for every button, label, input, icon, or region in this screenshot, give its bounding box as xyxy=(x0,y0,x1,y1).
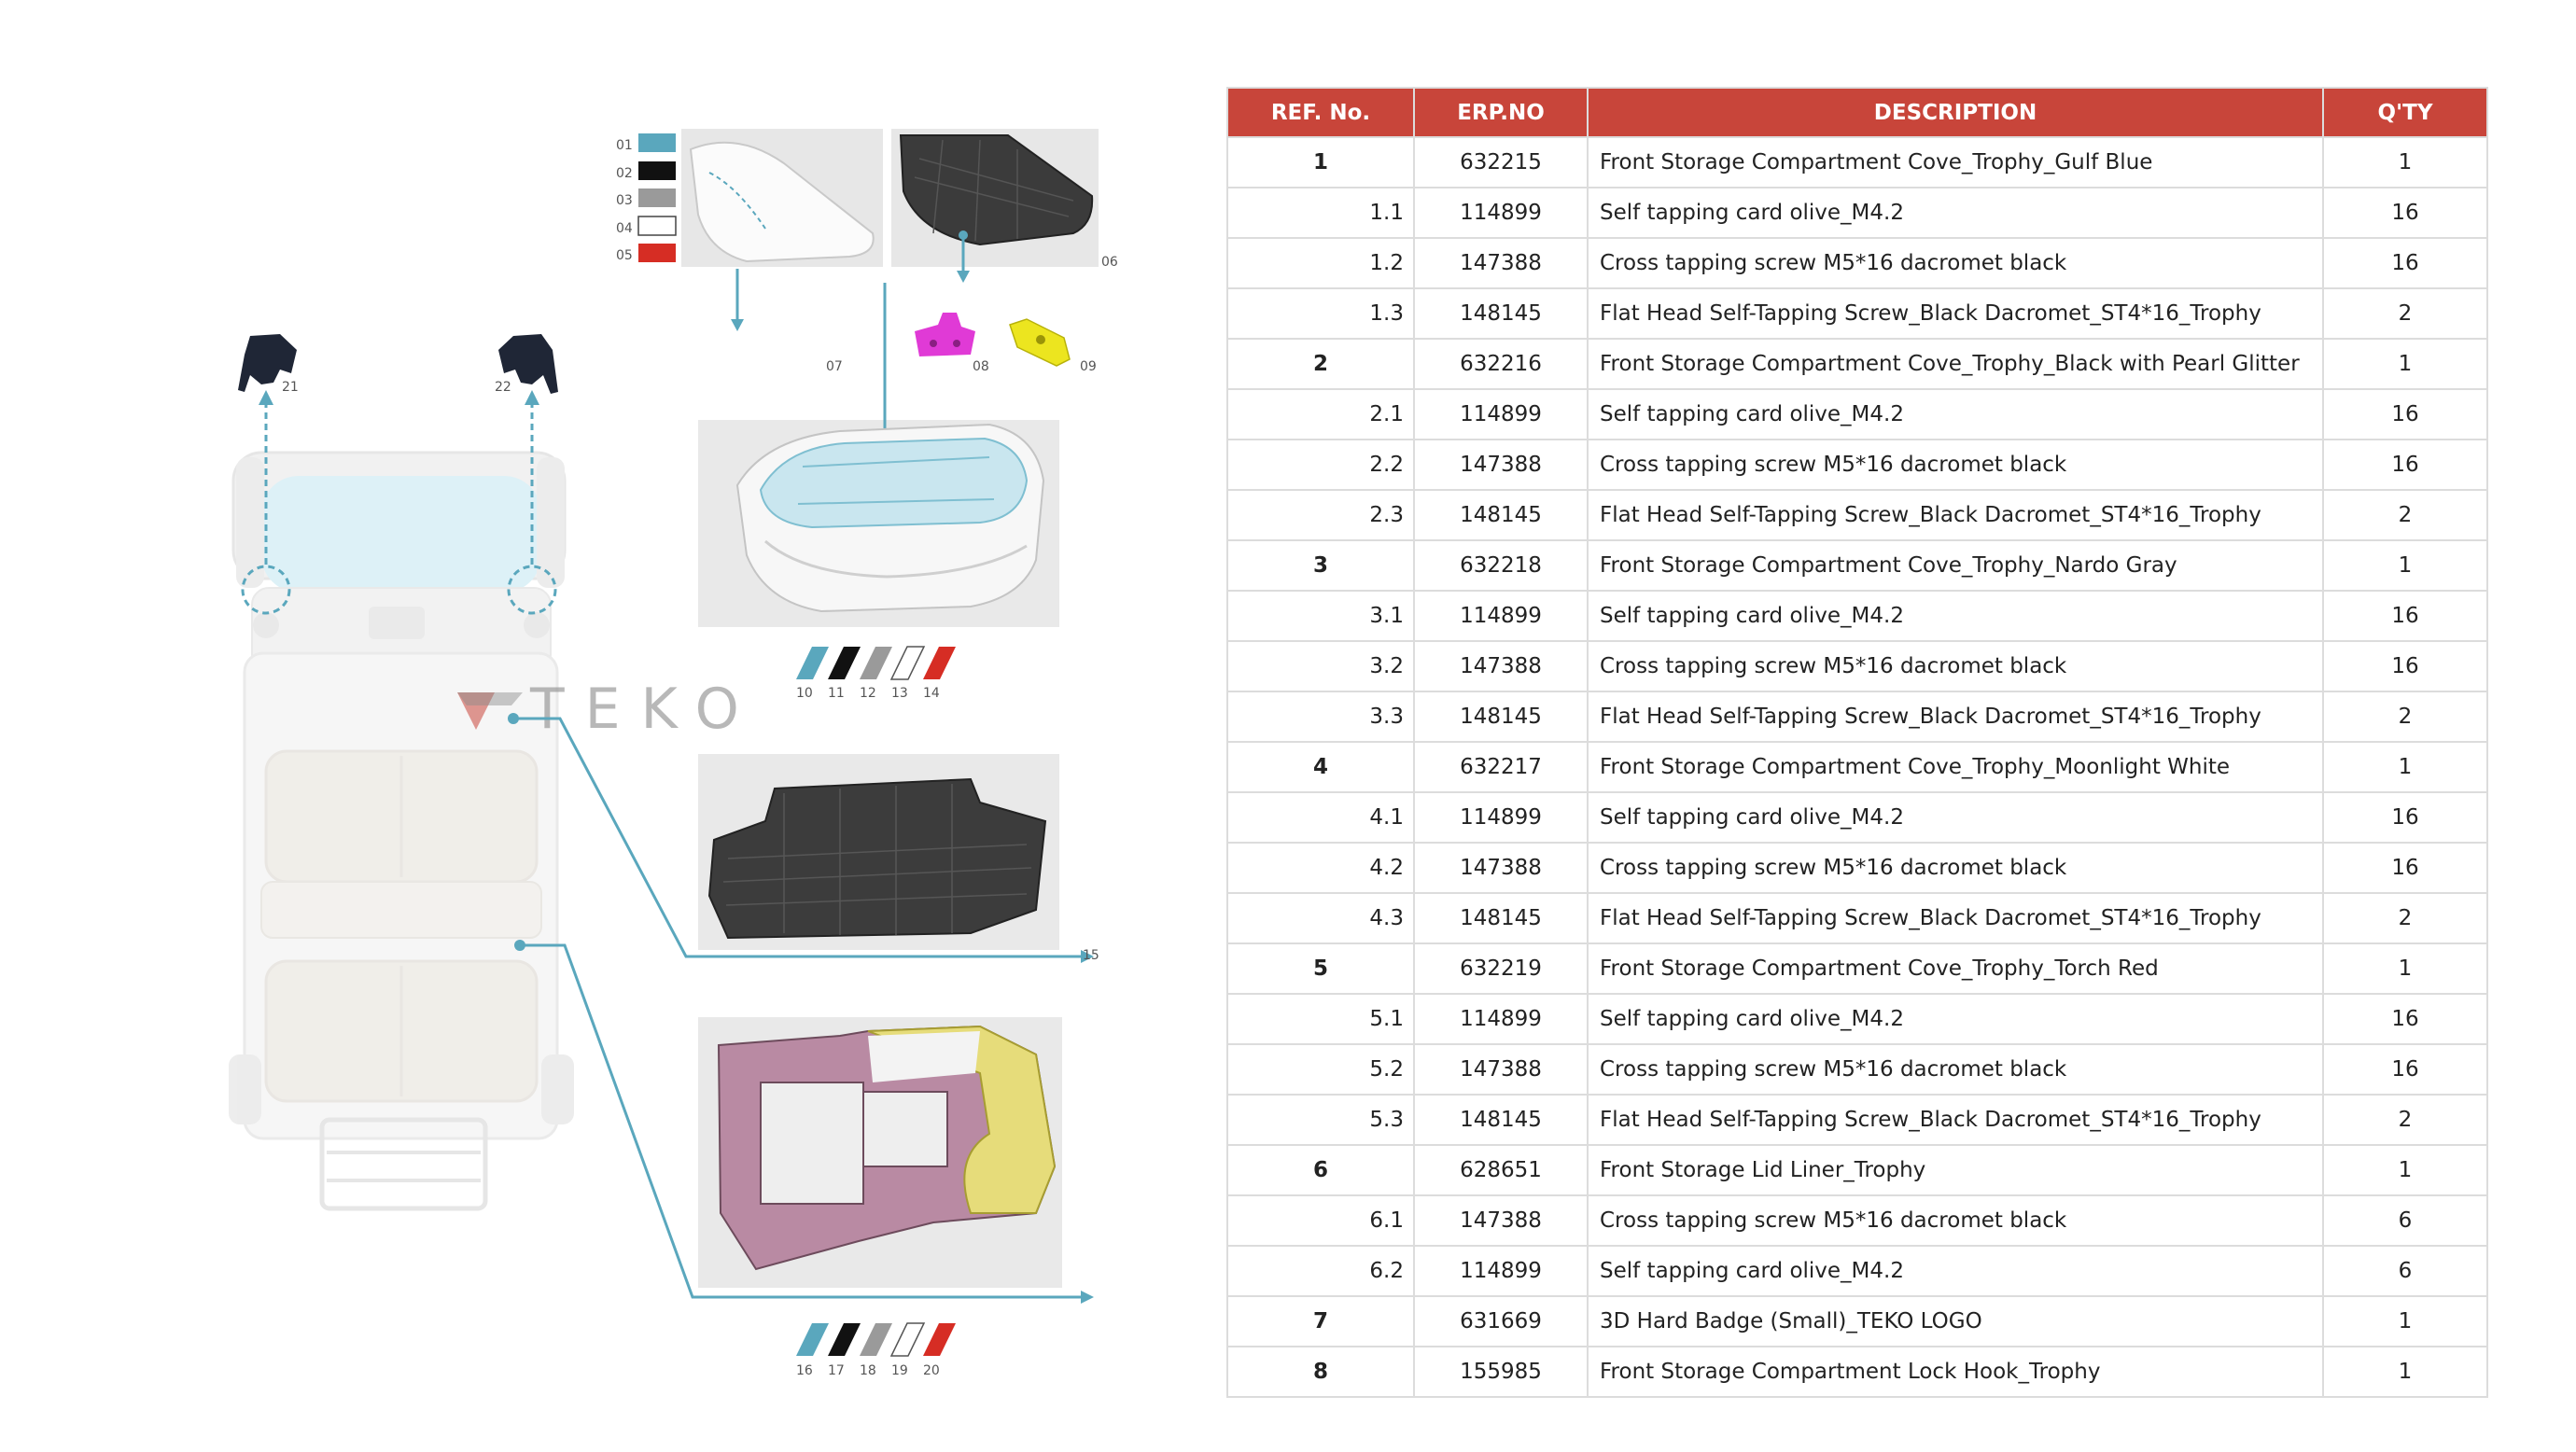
erp-no-cell: 148145 xyxy=(1414,288,1588,339)
description-cell: Front Storage Compartment Cove_Trophy_Moonlight White xyxy=(1588,742,2323,792)
table-row xyxy=(1227,339,2487,389)
table-row xyxy=(1227,1044,2487,1095)
table-row xyxy=(1227,540,2487,591)
ref-no-cell: 1 xyxy=(1227,137,1414,188)
teko-brand-text: TEKO xyxy=(530,677,760,742)
table-row xyxy=(1227,943,2487,994)
svg-text:19: 19 xyxy=(891,1363,908,1378)
table-header-row xyxy=(1227,88,2487,137)
table-row xyxy=(1227,641,2487,691)
qty-cell: 16 xyxy=(2323,994,2487,1044)
qty-cell: 2 xyxy=(2323,288,2487,339)
ref-no-cell: 4.1 xyxy=(1227,792,1414,843)
table-row xyxy=(1227,1095,2487,1145)
description-cell: Cross tapping screw M5*16 dacromet black xyxy=(1588,440,2323,490)
qty-cell: 1 xyxy=(2323,1296,2487,1347)
color-stripes-16-20 xyxy=(796,1323,956,1378)
table-row xyxy=(1227,440,2487,490)
qty-cell: 1 xyxy=(2323,339,2487,389)
table-row xyxy=(1227,843,2487,893)
description-cell: Self tapping card olive_M4.2 xyxy=(1588,591,2323,641)
table-row xyxy=(1227,893,2487,943)
erp-no-cell: 114899 xyxy=(1414,389,1588,440)
qty-cell: 6 xyxy=(2323,1246,2487,1296)
table-row xyxy=(1227,1296,2487,1347)
svg-text:18: 18 xyxy=(860,1363,876,1378)
ref-no-cell: 3.3 xyxy=(1227,691,1414,742)
callout-22: 22 xyxy=(495,380,511,395)
table-row xyxy=(1227,591,2487,641)
description-cell: Flat Head Self-Tapping Screw_Black Dacromet_ST4*16_Trophy xyxy=(1588,1095,2323,1145)
description-cell: Cross tapping screw M5*16 dacromet black xyxy=(1588,641,2323,691)
table-row xyxy=(1227,288,2487,339)
qty-cell: 1 xyxy=(2323,540,2487,591)
ref-no-cell: 2 xyxy=(1227,339,1414,389)
ref-no-cell: 5.3 xyxy=(1227,1095,1414,1145)
erp-no-cell: 148145 xyxy=(1414,893,1588,943)
ref-no-cell: 4.3 xyxy=(1227,893,1414,943)
qty-cell: 1 xyxy=(2323,1347,2487,1397)
description-cell: Front Storage Lid Liner_Trophy xyxy=(1588,1145,2323,1195)
golf-cart-top-view xyxy=(229,453,574,1208)
qty-cell: 1 xyxy=(2323,1145,2487,1195)
ref-no-cell: 8 xyxy=(1227,1347,1414,1397)
erp-no-cell: 632216 xyxy=(1414,339,1588,389)
svg-text:14: 14 xyxy=(923,686,940,701)
description-cell: Self tapping card olive_M4.2 xyxy=(1588,389,2323,440)
erp-no-cell: 114899 xyxy=(1414,591,1588,641)
lock-hook-part-08 xyxy=(915,313,975,356)
table-row xyxy=(1227,1145,2487,1195)
erp-no-cell: 148145 xyxy=(1414,691,1588,742)
table-row xyxy=(1227,691,2487,742)
callout-21: 21 xyxy=(282,380,299,395)
description-cell: Flat Head Self-Tapping Screw_Black Dacromet_ST4*16_Trophy xyxy=(1588,691,2323,742)
qty-cell: 6 xyxy=(2323,1195,2487,1246)
description-cell: Cross tapping screw M5*16 dacromet black xyxy=(1588,1044,2323,1095)
erp-no-cell: 114899 xyxy=(1414,1246,1588,1296)
ref-no-cell: 1.2 xyxy=(1227,238,1414,288)
ref-no-cell: 5 xyxy=(1227,943,1414,994)
callout-08: 08 xyxy=(973,359,989,374)
ref-no-cell: 4 xyxy=(1227,742,1414,792)
description-cell: Flat Head Self-Tapping Screw_Black Dacromet_ST4*16_Trophy xyxy=(1588,288,2323,339)
svg-text:03: 03 xyxy=(616,193,633,208)
description-cell: Front Storage Compartment Cove_Trophy_Black with Pearl Glitter xyxy=(1588,339,2323,389)
description-cell: Front Storage Compartment Lock Hook_Trophy xyxy=(1588,1347,2323,1397)
qty-cell: 2 xyxy=(2323,893,2487,943)
description-cell: Self tapping card olive_M4.2 xyxy=(1588,792,2323,843)
ref-no-cell: 1.1 xyxy=(1227,188,1414,238)
table-row xyxy=(1227,1195,2487,1246)
qty-cell: 16 xyxy=(2323,1044,2487,1095)
qty-cell: 16 xyxy=(2323,389,2487,440)
erp-no-cell: 632215 xyxy=(1414,137,1588,188)
table-row xyxy=(1227,490,2487,540)
qty-cell: 2 xyxy=(2323,490,2487,540)
svg-text:04: 04 xyxy=(616,221,633,236)
header-ref-no: REF. No. xyxy=(1227,88,1414,137)
erp-no-cell: 114899 xyxy=(1414,792,1588,843)
qty-cell: 2 xyxy=(2323,691,2487,742)
erp-no-cell: 147388 xyxy=(1414,1195,1588,1246)
description-cell: Front Storage Compartment Cove_Trophy_Gulf Blue xyxy=(1588,137,2323,188)
erp-no-cell: 147388 xyxy=(1414,238,1588,288)
ref-no-cell: 2.3 xyxy=(1227,490,1414,540)
qty-cell: 16 xyxy=(2323,440,2487,490)
color-stripes-10-14 xyxy=(796,647,956,701)
erp-no-cell: 114899 xyxy=(1414,994,1588,1044)
ref-no-cell: 4.2 xyxy=(1227,843,1414,893)
svg-text:20: 20 xyxy=(923,1363,940,1378)
qty-cell: 16 xyxy=(2323,843,2487,893)
erp-no-cell: 147388 xyxy=(1414,641,1588,691)
qty-cell: 16 xyxy=(2323,792,2487,843)
erp-no-cell: 147388 xyxy=(1414,440,1588,490)
table-row xyxy=(1227,137,2487,188)
header-qty: Q'TY xyxy=(2323,88,2487,137)
description-cell: Flat Head Self-Tapping Screw_Black Dacromet_ST4*16_Trophy xyxy=(1588,490,2323,540)
qty-cell: 1 xyxy=(2323,943,2487,994)
ref-no-cell: 2.1 xyxy=(1227,389,1414,440)
description-cell: Cross tapping screw M5*16 dacromet black xyxy=(1588,843,2323,893)
svg-text:12: 12 xyxy=(860,686,876,701)
description-cell: Cross tapping screw M5*16 dacromet black xyxy=(1588,1195,2323,1246)
callout-07: 07 xyxy=(826,359,843,374)
table-row xyxy=(1227,188,2487,238)
callout-06: 06 xyxy=(1101,255,1118,270)
description-cell: Front Storage Compartment Cove_Trophy_Nardo Gray xyxy=(1588,540,2323,591)
parts-table-body xyxy=(1227,137,2487,1397)
parts-list-table xyxy=(1226,87,2488,1398)
ref-no-cell: 1.3 xyxy=(1227,288,1414,339)
ref-no-cell: 6.2 xyxy=(1227,1246,1414,1296)
svg-text:17: 17 xyxy=(828,1363,845,1378)
description-cell: Cross tapping screw M5*16 dacromet black xyxy=(1588,238,2323,288)
qty-cell: 16 xyxy=(2323,591,2487,641)
ref-no-cell: 3.2 xyxy=(1227,641,1414,691)
callout-15: 15 xyxy=(1083,948,1099,963)
erp-no-cell: 147388 xyxy=(1414,843,1588,893)
erp-no-cell: 147388 xyxy=(1414,1044,1588,1095)
qty-cell: 2 xyxy=(2323,1095,2487,1145)
ref-no-cell: 2.2 xyxy=(1227,440,1414,490)
ref-no-cell: 3 xyxy=(1227,540,1414,591)
description-cell: Self tapping card olive_M4.2 xyxy=(1588,188,2323,238)
erp-no-cell: 632219 xyxy=(1414,943,1588,994)
erp-no-cell: 632218 xyxy=(1414,540,1588,591)
table-row xyxy=(1227,1246,2487,1296)
erp-no-cell: 628651 xyxy=(1414,1145,1588,1195)
erp-no-cell: 155985 xyxy=(1414,1347,1588,1397)
description-cell: Self tapping card olive_M4.2 xyxy=(1588,994,2323,1044)
qty-cell: 16 xyxy=(2323,188,2487,238)
svg-text:02: 02 xyxy=(616,166,633,181)
description-cell: Front Storage Compartment Cove_Trophy_Torch Red xyxy=(1588,943,2323,994)
erp-no-cell: 148145 xyxy=(1414,1095,1588,1145)
qty-cell: 16 xyxy=(2323,238,2487,288)
color-swatch-legend xyxy=(616,133,676,263)
header-erp-no: ERP.NO xyxy=(1414,88,1588,137)
ref-no-cell: 5.2 xyxy=(1227,1044,1414,1095)
erp-no-cell: 148145 xyxy=(1414,490,1588,540)
ref-no-cell: 5.1 xyxy=(1227,994,1414,1044)
svg-text:13: 13 xyxy=(891,686,908,701)
callout-09: 09 xyxy=(1080,359,1097,374)
qty-cell: 1 xyxy=(2323,742,2487,792)
qty-cell: 16 xyxy=(2323,641,2487,691)
ref-no-cell: 3.1 xyxy=(1227,591,1414,641)
table-row xyxy=(1227,792,2487,843)
svg-text:16: 16 xyxy=(796,1363,813,1378)
svg-text:05: 05 xyxy=(616,248,633,263)
exploded-parts-diagram xyxy=(0,0,1213,1452)
table-row xyxy=(1227,389,2487,440)
header-description: DESCRIPTION xyxy=(1588,88,2323,137)
table-row xyxy=(1227,742,2487,792)
svg-text:01: 01 xyxy=(616,138,633,153)
table-row xyxy=(1227,1347,2487,1397)
table-row xyxy=(1227,238,2487,288)
ref-no-cell: 6.1 xyxy=(1227,1195,1414,1246)
ref-no-cell: 7 xyxy=(1227,1296,1414,1347)
description-cell: Self tapping card olive_M4.2 xyxy=(1588,1246,2323,1296)
description-cell: 3D Hard Badge (Small)_TEKO LOGO xyxy=(1588,1296,2323,1347)
svg-text:11: 11 xyxy=(828,686,845,701)
description-cell: Flat Head Self-Tapping Screw_Black Dacromet_ST4*16_Trophy xyxy=(1588,893,2323,943)
qty-cell: 1 xyxy=(2323,137,2487,188)
erp-no-cell: 631669 xyxy=(1414,1296,1588,1347)
table-row xyxy=(1227,994,2487,1044)
ref-no-cell: 6 xyxy=(1227,1145,1414,1195)
erp-no-cell: 632217 xyxy=(1414,742,1588,792)
erp-no-cell: 114899 xyxy=(1414,188,1588,238)
svg-text:10: 10 xyxy=(796,686,813,701)
